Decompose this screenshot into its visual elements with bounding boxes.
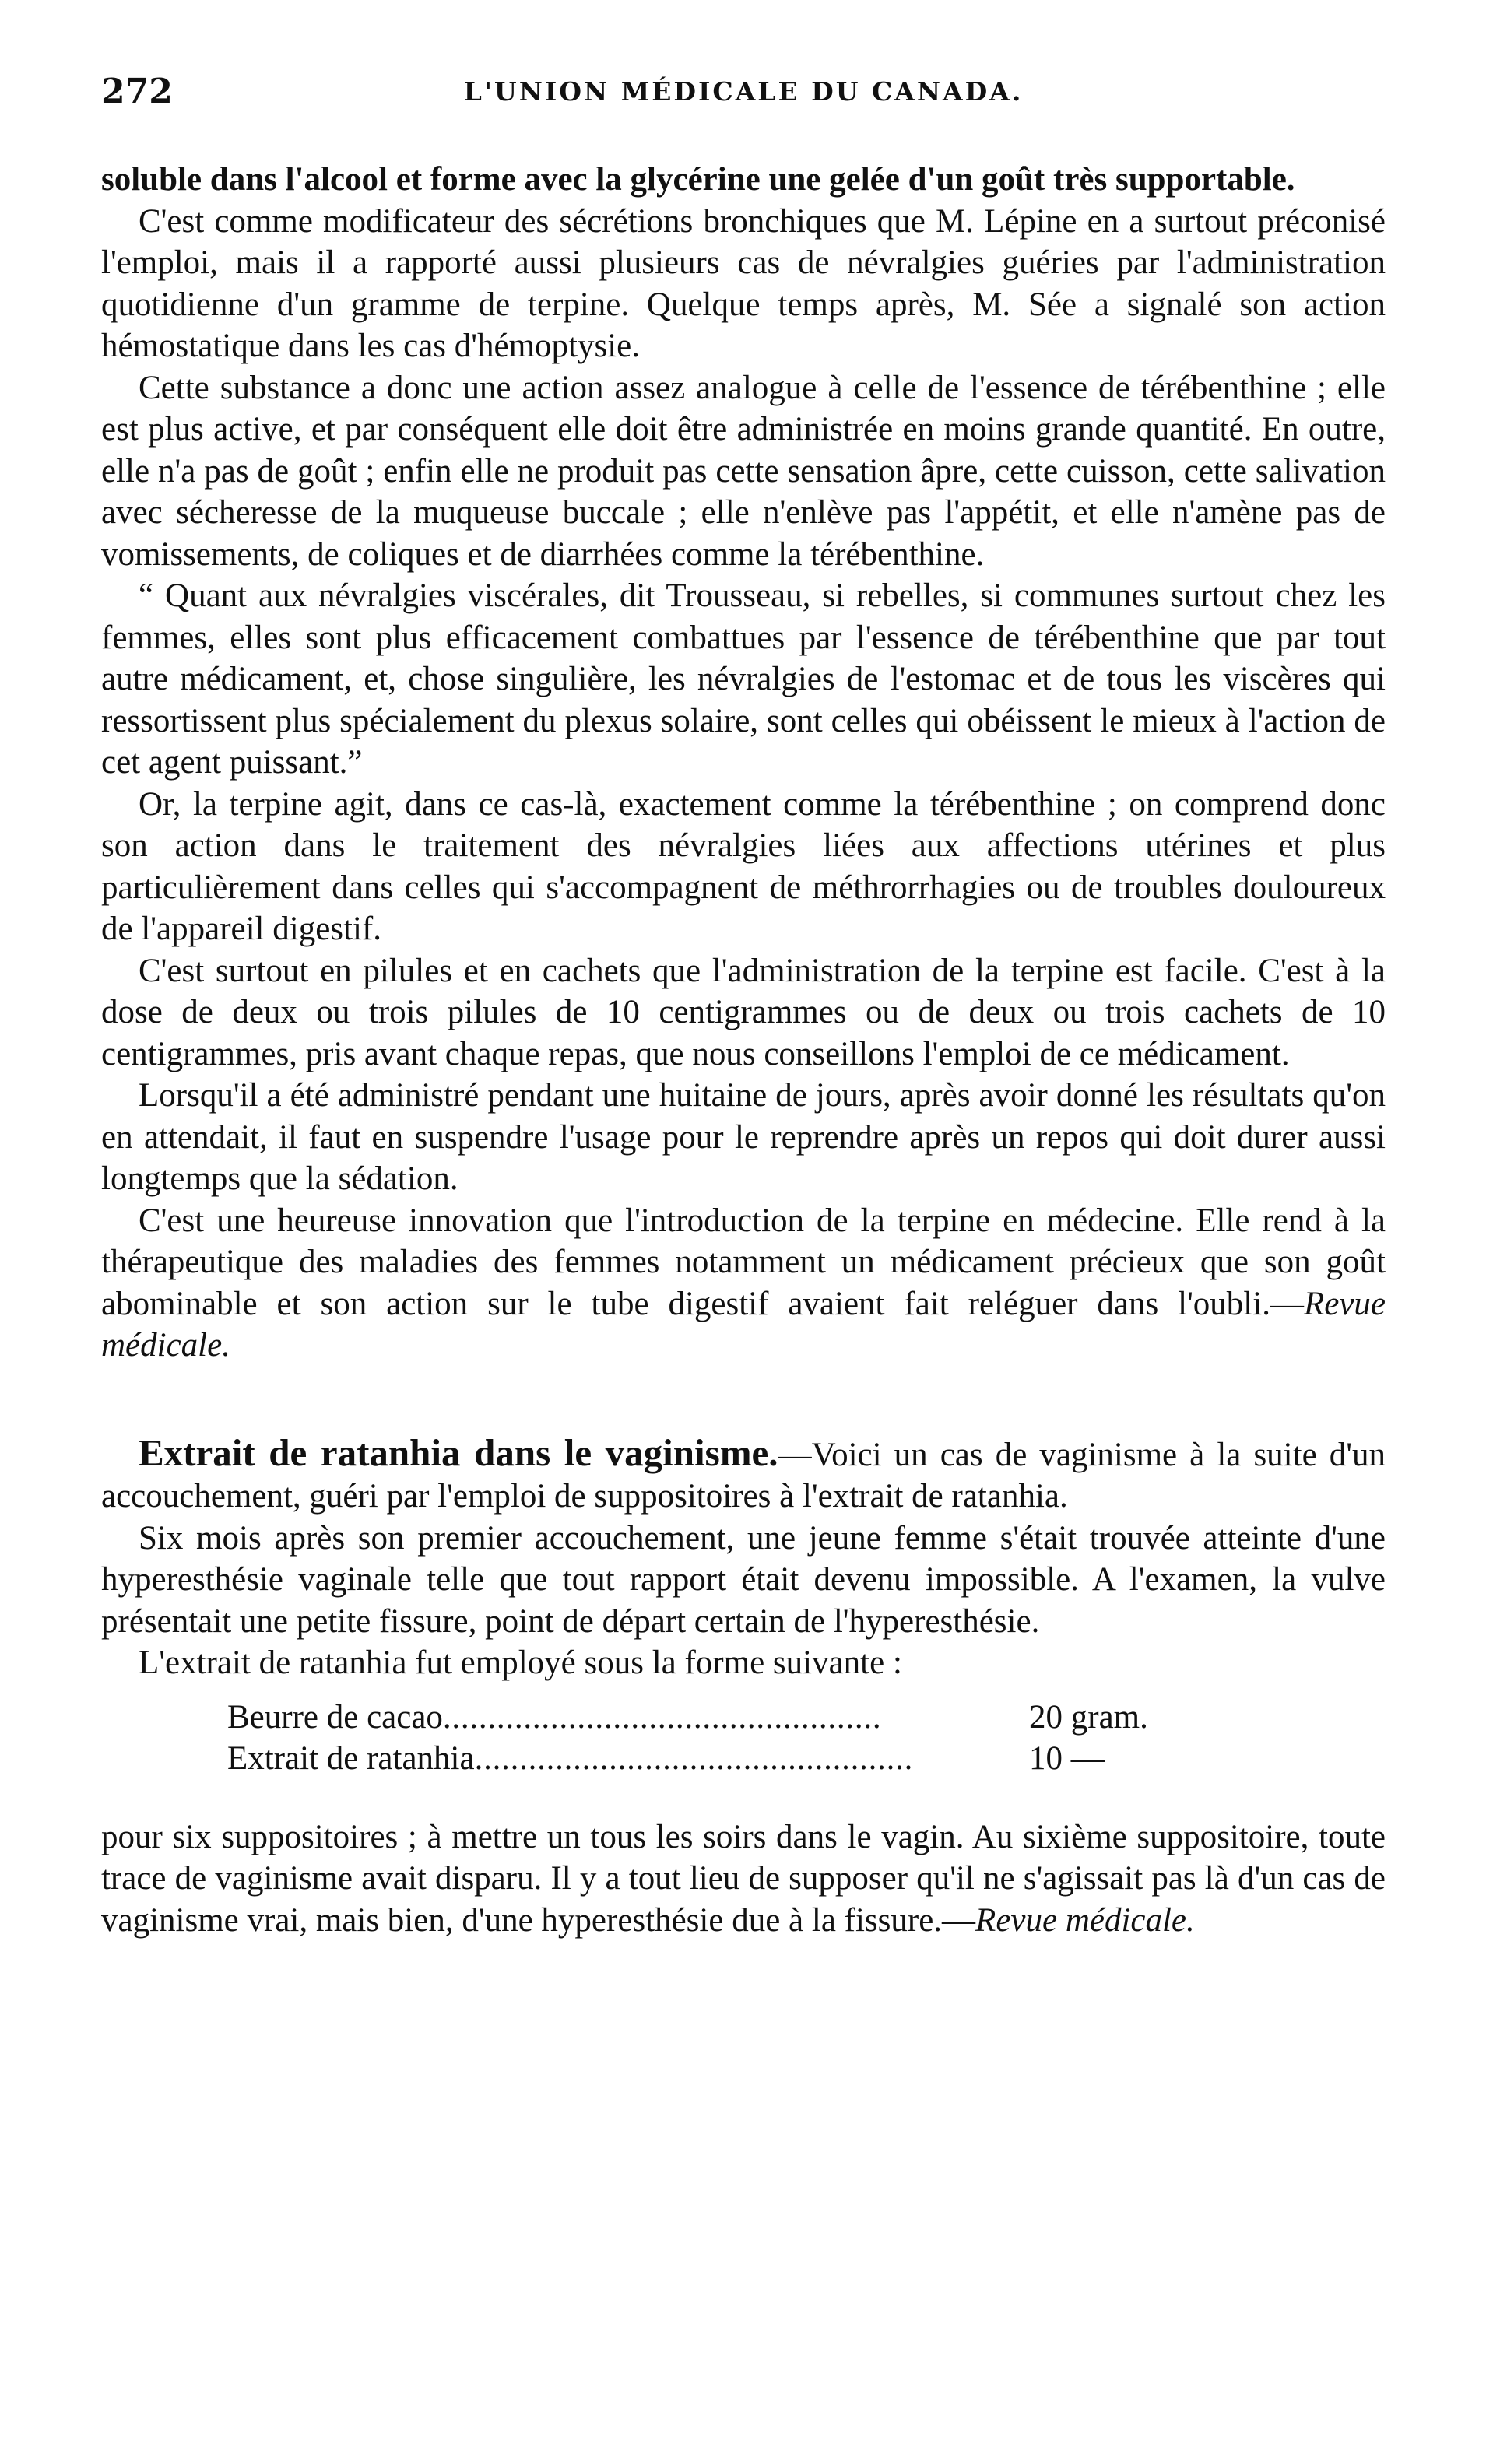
- ratanhia-article: [101, 1432, 1386, 1942]
- paragraph-trousseau-quote: “ Quant aux névralgies viscérales, dit Trousseau, si rebelles, si communes surtout chez les femmes, elles sont plus efficacement combattues par l'essence de térébenthine que par tout autre médicament, et, chose singulière, les névralgies de l'estomac et de tous les viscères qui ressortissent plus spécialement du plexus solaire, sont celles qui obéissent le mieux à l'action de cet agent puissant.”: [101, 577, 1386, 781]
- running-title: L'UNION MÉDICALE DU CANADA.: [463, 76, 1024, 107]
- recipe-row: [227, 1697, 1185, 1738]
- paragraph-case: Six mois après son premier accouchement, une jeune femme s'était trouvée atteinte d'une hyperesthésie vaginale telle que tout rapport était devenu impossible. A l'examen, la vulve présentait une petite fissure, point de départ certain de l'hyperesthésie.: [101, 1519, 1386, 1640]
- dot-leader: [475, 1738, 1006, 1779]
- article-title: Extrait de ratanhia dans le vaginisme.: [139, 1430, 778, 1474]
- source-citation: Revue médicale.: [101, 1285, 1386, 1364]
- article-continuation: soluble dans l'alcool et forme avec la glycérine une gelée d'un goût très supportable.: [101, 161, 1295, 198]
- recipe-row: [227, 1738, 1185, 1779]
- paragraph-administration: Lorsqu'il a été administré pendant une huitaine de jours, après avoir donné les résultats qu'on en attendait, il faut en suspendre l'usage pour le reprendre après un repos qui doit durer aussi longtemps que la sédation.: [101, 1077, 1386, 1197]
- journal-page: [101, 72, 1386, 2438]
- article-intro: —Voici un cas de vaginisme à la suite d'un accouchement, guéri par l'emploi de suppositoires à l'extrait de ratanhia.: [101, 1436, 1386, 1515]
- paragraph-recipe-intro: L'extrait de ratanhia fut employé sous la forme suivante :: [139, 1644, 902, 1681]
- recipe-table: [227, 1697, 1185, 1779]
- paragraph-dosage: C'est surtout en pilules et en cachets que l'administration de la terpine est facile. C'est à la dose de deux ou trois pilules de 10 centigrammes ou de deux ou trois cachets de 10 centigrammes, pris avant chaque repas, que nous conseillons l'emploi de ce médicament.: [101, 952, 1386, 1072]
- recipe-quantity: 20 gram.: [1029, 1698, 1148, 1736]
- recipe-quantity: 10 —: [1029, 1739, 1105, 1777]
- paragraph-terpine-action: Or, la terpine agit, dans ce cas-là, exactement comme la térébenthine ; on comprend donc son action dans le traitement des névralgies liées aux affections utérines et plus particulièrement dans celles qui s'accompagnent de méthrorrhagies ou de troubles douloureux de l'appareil digestif.: [101, 785, 1386, 947]
- conclusion-text: C'est une heureuse innovation que l'introduction de la terpine en médecine. Elle rend à la thérapeutique des maladies des femmes notamment un médicament précieux que son goût abominable et son action sur le tube digestif avaient fait reléguer dans l'oubli.—: [101, 1202, 1386, 1322]
- paragraph-terebenthine: Cette substance a donc une action assez analogue à celle de l'essence de térébenthine ; elle est plus active, et par conséquent elle doit être administrée en moins grande quantité. En outre, elle n'a pas de goût ; enfin elle ne produit pas cette sensation âpre, cette cuisson, cette salivation avec sécheresse de la muqueuse buccale ; elle n'enlève pas l'appétit, et elle n'amène pas de vomissements, de coliques et de diarrhées comme la térébenthine.: [101, 369, 1386, 573]
- source-citation: Revue médicale.: [975, 1901, 1195, 1939]
- dot-leader: [443, 1697, 1006, 1738]
- page-header: [101, 72, 1386, 121]
- recipe-ingredient: Beurre de cacao: [227, 1698, 443, 1736]
- section-gap: [101, 1367, 1386, 1432]
- page-number: 272: [101, 72, 173, 111]
- paragraph-conclusion: [101, 1200, 1386, 1367]
- paragraph-outcome: [101, 1816, 1386, 1942]
- terpine-article: [101, 159, 1386, 1367]
- paragraph-lepine: C'est comme modificateur des sécrétions bronchiques que M. Lépine en a surtout préconisé l'emploi, mais il a rapporté aussi plusieurs cas de névralgies guéries par l'administration quotidienne d'un gramme de terpine. Quelque temps après, M. Sée a signalé son action hémostatique dans les cas d'hémoptysie.: [101, 202, 1386, 364]
- article-heading-paragraph: [101, 1432, 1386, 1518]
- recipe-ingredient: Extrait de ratanhia: [227, 1739, 475, 1777]
- outcome-text: pour six suppositoires ; à mettre un tous les soirs dans le vagin. Au sixième suppositoire, toute trace de vaginisme avait disparu. Il y a tout lieu de supposer qu'il ne s'agissait pas là d'un cas de vaginisme vrai, mais bien, d'une hyperesthésie due à la fissure.—: [101, 1818, 1386, 1939]
